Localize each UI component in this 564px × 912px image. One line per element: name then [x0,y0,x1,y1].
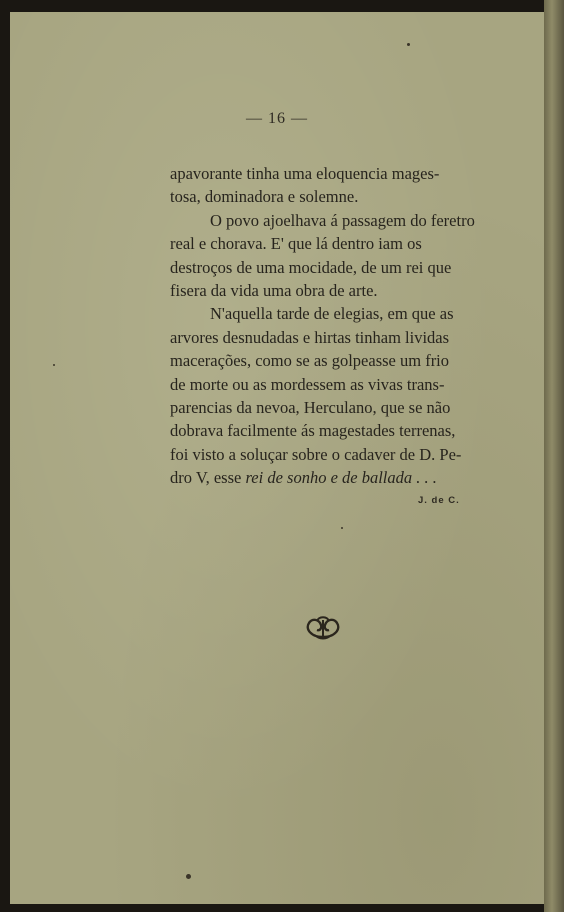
paragraph-2 [170,209,483,303]
text-line: fisera da vida uma obra de arte. [170,281,378,301]
text-line: dro V, esse [170,468,246,488]
text-line: foi visto a soluçar sobre o cadaver de D. Pe- [170,444,462,464]
book-page [10,12,544,904]
paper-speck [341,527,343,529]
paper-speck [53,364,55,366]
text-line: real e chorava. E' que lá dentro iam os [170,234,422,254]
page-number: — 16 — [246,110,308,127]
text-line: arvores desnudadas e hirtas tinham lividas [170,327,450,347]
author-signature: J. de C. [418,495,460,506]
paper-speck [407,43,410,46]
text-line: destroços de uma mocidade, de um rei que [170,257,452,277]
text-line: parencias da nevoa, Herculano, que se não [170,398,451,418]
fleuron-ornament-icon [303,615,343,641]
text-line: tosa, dominadora e solemne. [170,187,359,207]
text-line: N'aquella tarde de elegias, em que as [210,304,454,324]
text-line: O povo ajoelhava á passagem do feretro [210,210,475,230]
text-line: dobrava facilmente ás magestades terrenas, [170,421,456,441]
body-text [170,162,483,490]
text-line: apavorante tinha uma eloquencia mages- [170,164,440,183]
paragraph-3 [170,302,483,489]
text-line: macerações, como se as golpeasse um frio [170,351,450,371]
paragraph-1 [170,162,483,209]
italic-phrase: rei de sonho e de ballada . . . [245,468,437,488]
text-line: de morte ou as mordessem as vivas trans- [170,374,445,394]
paper-speck [186,874,191,879]
book-spine-edge [544,0,564,912]
